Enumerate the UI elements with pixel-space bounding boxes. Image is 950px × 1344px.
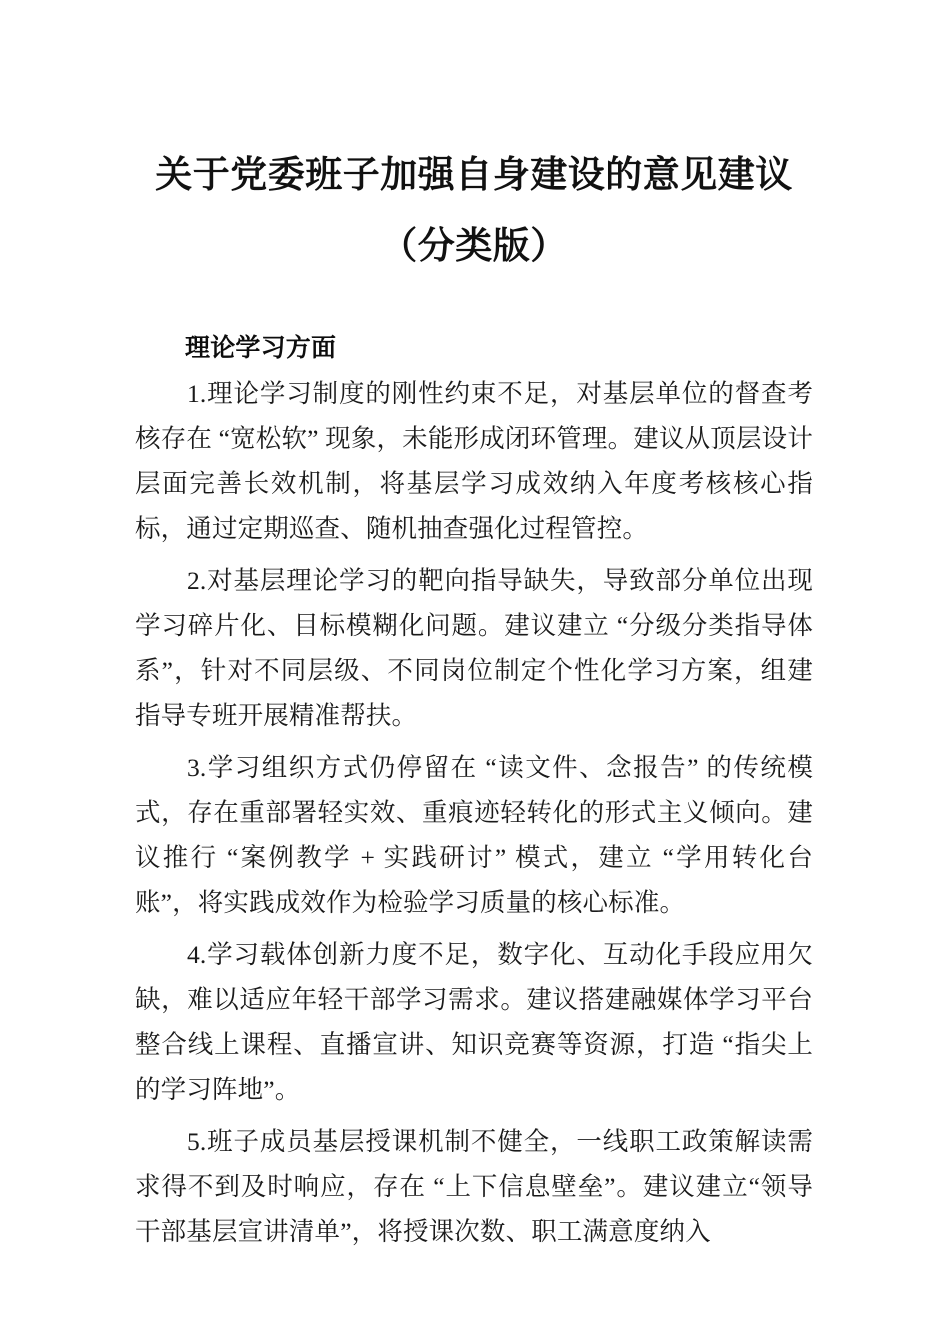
body-paragraph-1: 1.理论学习制度的刚性约束不足，对基层单位的督查考核存在 “宽松软” 现象，未能形成闭环管理。建议从顶层设计层面完善长效机制，将基层学习成效纳入年度考核核心指标，通过定期巡查、随机抽查强化过程管控。	[135, 379, 813, 543]
section-heading-theory-study: 理论学习方面	[185, 334, 337, 362]
body-paragraph-5: 5.班子成员基层授课机制不健全，一线职工政策解读需求得不到及时响应，存在 “上下信息壁垒”。建议建立“领导干部基层宣讲清单”，将授课次数、职工满意度纳入	[135, 1127, 813, 1246]
document-title: 关于党委班子加强自身建设的意见建议	[155, 155, 793, 196]
body-paragraph-4: 4.学习载体创新力度不足，数字化、互动化手段应用欠缺，难以适应年轻干部学习需求。建议搭建融媒体学习平台整合线上课程、直播宣讲、知识竞赛等资源，打造 “指尖上的学习阵地”。	[135, 940, 813, 1104]
body-paragraph-3: 3.学习组织方式仍停留在 “读文件、念报告” 的传统模式，存在重部署轻实效、重痕迹轻转化的形式主义倾向。建议推行 “案例教学 + 实践研讨” 模式，建立 “学用转化台账”，将实践成效作为检验学习质量的核心标准。	[135, 753, 813, 917]
body-paragraph-2: 2.对基层理论学习的靶向指导缺失，导致部分单位出现学习碎片化、目标模糊化问题。建议建立 “分级分类指导体系”，针对不同层级、不同岗位制定个性化学习方案，组建指导专班开展精准帮扶。	[135, 566, 813, 730]
document-content-column	[135, 0, 813, 1254]
document-subtitle: （分类版）	[380, 226, 568, 267]
